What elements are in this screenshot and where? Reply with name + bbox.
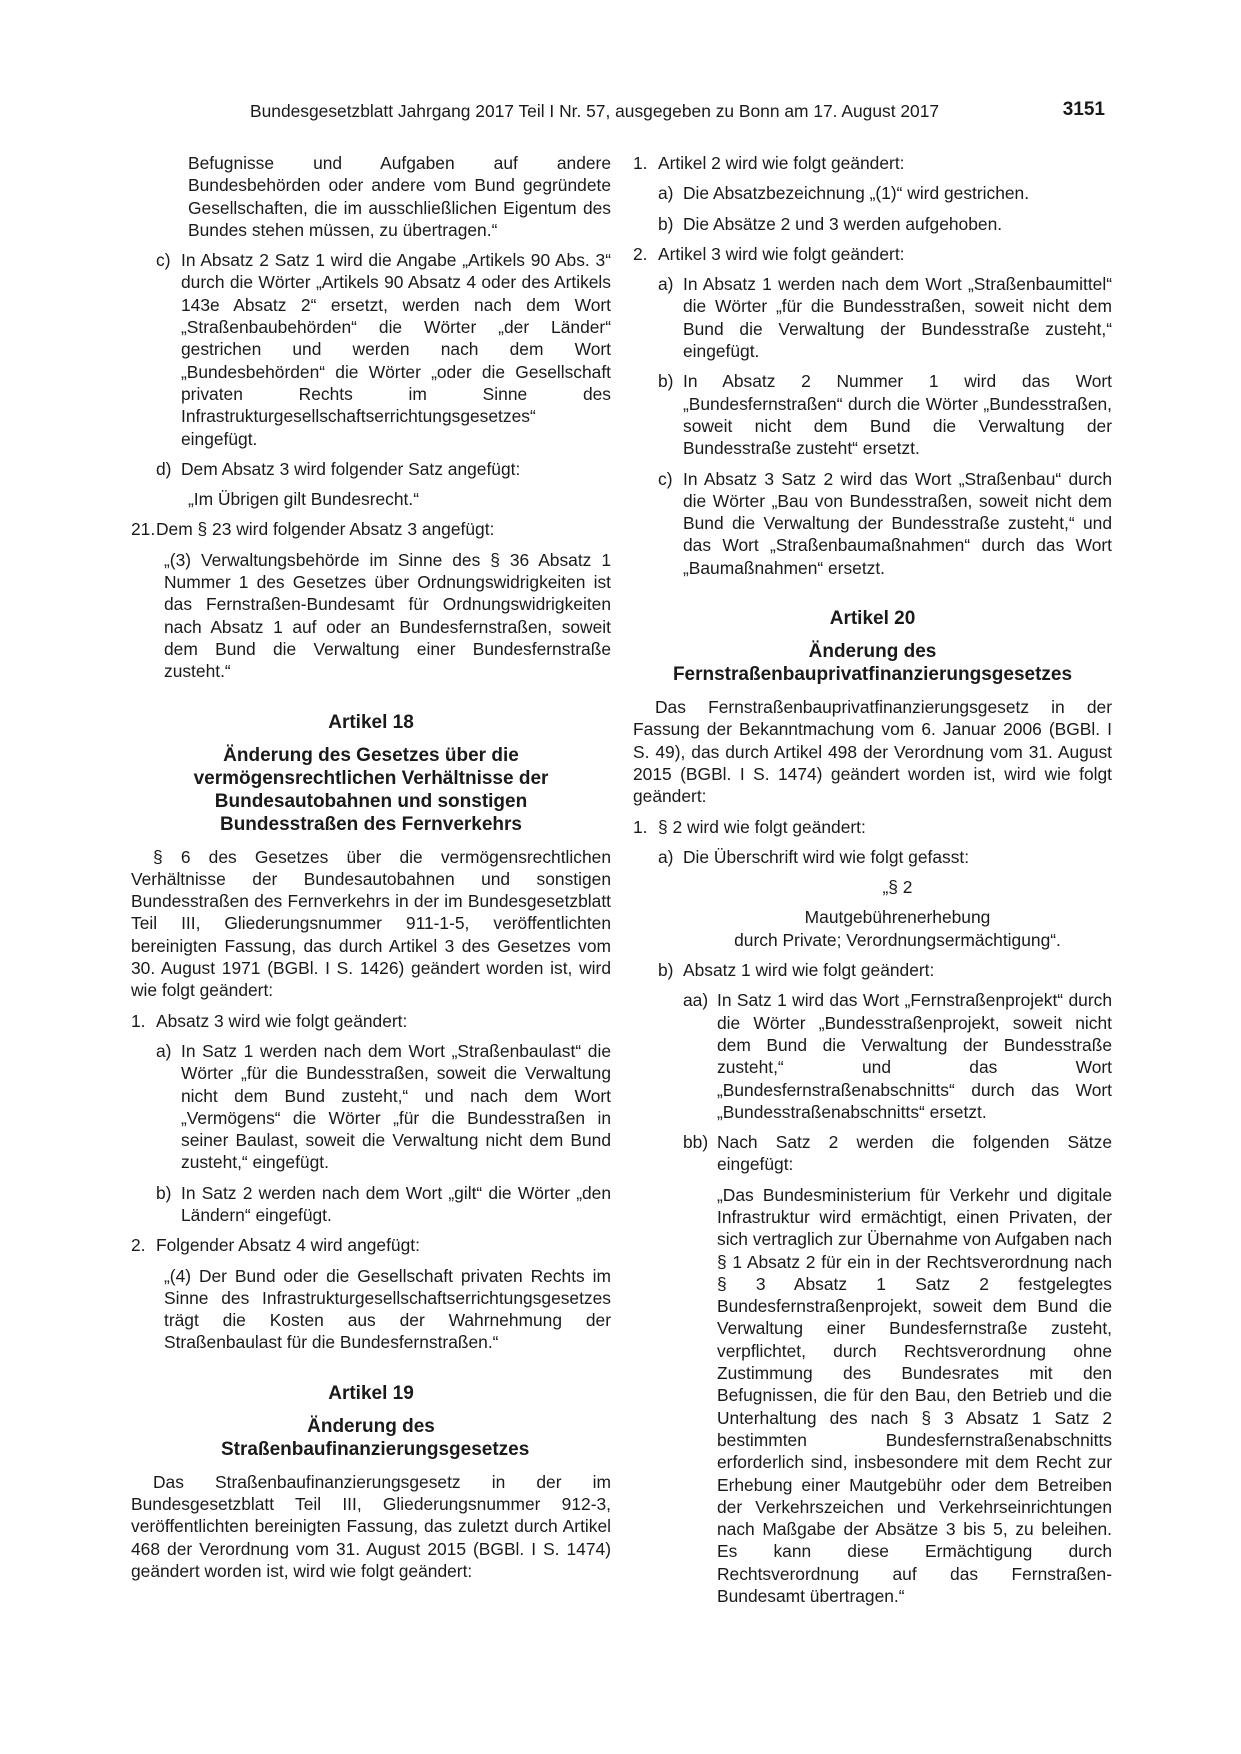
list-text: In Absatz 2 Nummer 1 wird das Wort „Bundesfernstraßen“ durch die Wörter „Bundesstraßen, soweit nicht dem Bund die Verwaltung der Bundesstraße zusteht“ ersetzt. bbox=[683, 371, 1112, 459]
list-label: a) bbox=[156, 1040, 172, 1061]
list-text: Absatz 1 wird wie folgt geändert: bbox=[683, 960, 935, 981]
list-text: In Satz 2 werden nach dem Wort „gilt“ die Wörter „den Ländern“ eingefügt. bbox=[181, 1182, 611, 1225]
quote-text: „Im Übrigen gilt Bundesrecht.“ bbox=[188, 489, 420, 510]
article-19-intro: Das Straßenbaufinanzierungsgesetz in der im Bundesgesetzblatt Teil III, Gliederungsnummer 912-3, veröffentlichten bereinigten Fassung, das zuletzt durch Artikel 468 der Verordnung vom 31. August 2015 (BGBl. I S. 1474) geändert worden ist, wird wie folgt geändert: bbox=[131, 1471, 611, 1581]
article-20-title: Artikel 20 bbox=[829, 608, 916, 630]
article-20-heading: Änderung des Fernstraßenbauprivatfinanzierungsgesetzes bbox=[672, 641, 1073, 686]
list-text: Die Absatzbezeichnung „(1)“ wird gestrichen. bbox=[683, 183, 1030, 204]
article-18-intro: § 6 des Gesetzes über die vermögensrechtlichen Verhältnisse der Bundesautobahnen und sonstigen Bundesstraßen des Fernverkehrs in der im Bundesgesetzblatt Teil III, Gliederungsnummer 911-1-5, veröffentlichten bereinigten Fassung, das durch Artikel 3 des Gesetzes vom 30. August 1971 (BGBl. I S. 1426) geändert worden ist, wird wie folgt geändert: bbox=[131, 846, 611, 1001]
list-label: b) bbox=[658, 213, 674, 234]
right-column bbox=[633, 152, 1112, 1607]
list-item-d bbox=[156, 458, 611, 480]
list-label: 2. bbox=[633, 243, 648, 264]
list-item-b bbox=[658, 213, 1112, 235]
list-text: In Absatz 3 Satz 2 wird das Wort „Straßenbau“ durch die Wörter „Bau von Bundesstraßen, soweit nicht dem Bund die Verwaltung der Bundesstraße zusteht,“ und das Wort „Straßenbaumaßnahmen“ durch das Wort „Baumaßnahmen“ ersetzt. bbox=[683, 468, 1112, 578]
list-item-a bbox=[658, 846, 1112, 868]
list-item-aa bbox=[683, 989, 1112, 1123]
list-label: 2. bbox=[131, 1235, 146, 1256]
quote-text: „(4) Der Bund oder die Gesellschaft privaten Rechts im Sinne des Infrastrukturgesellschaftserrichtungsgesetzes trägt die Kosten aus der Wahrnehmung der Straßenbaulast für die Bundesfernstraßen.“ bbox=[164, 1265, 611, 1353]
list-text: Folgender Absatz 4 wird angefügt: bbox=[156, 1235, 420, 1256]
list-item-c bbox=[658, 468, 1112, 579]
list-label: a) bbox=[658, 183, 674, 204]
article-18-title: Artikel 18 bbox=[328, 711, 414, 733]
list-item-2 bbox=[633, 243, 1112, 265]
list-text: In Absatz 2 Satz 1 wird die Angabe „Artikels 90 Abs. 3“ durch die Wörter „Artikels 90 Absatz 4 oder des Artikels 143e Absatz 2“ ersetzt, werden nach dem Wort „Straßenbaubehörden“ die Wörter „der Länder“ gestrichen und werden nach dem Wort „Bundesbehörden“ die Wörter „oder die Gesellschaft privaten Rechts im Sinne des Infrastrukturgesellschaftserrichtungsgesetzes“ eingefügt. bbox=[181, 250, 611, 449]
list-text: In Satz 1 wird das Wort „Fernstraßenprojekt“ durch die Wörter „Bundesstraßenprojekt, soweit nicht dem Bund die Verwaltung der Bundesstraße zusteht,“ und das Wort „Bundesfernstraßenabschnitts“ durch das Wort „Bundesstraßenabschnitts“ ersetzt. bbox=[717, 990, 1112, 1122]
article-18-heading: Änderung des Gesetzes über die vermögensrechtlichen Verhältnisse der Bundesautobahnen und sonstigen Bundesstraßen des Fernverkehrs bbox=[193, 744, 549, 835]
list-label: d) bbox=[156, 458, 172, 479]
list-text: § 2 wird wie folgt geändert: bbox=[658, 816, 866, 837]
list-item-b bbox=[658, 959, 1112, 981]
article-19-heading: Änderung des Straßenbaufinanzierungsgesetzes bbox=[221, 1415, 530, 1460]
list-item-b bbox=[658, 370, 1112, 459]
list-item-bb bbox=[683, 1131, 1112, 1176]
article-19-title: Artikel 19 bbox=[328, 1382, 414, 1404]
list-text: Absatz 3 wird wie folgt geändert: bbox=[156, 1010, 408, 1031]
list-label: b) bbox=[658, 960, 674, 981]
list-label: 1. bbox=[633, 153, 648, 173]
left-column bbox=[131, 152, 611, 1582]
list-label: b) bbox=[156, 1182, 172, 1203]
list-item-a bbox=[658, 273, 1112, 362]
list-label: c) bbox=[156, 250, 171, 271]
list-item-c bbox=[156, 249, 611, 450]
quote-text: „Das Bundesministerium für Verkehr und digitale Infrastruktur wird ermächtigt, einen Privaten, der sich vertraglich zur Übernahme von Aufgaben nach § 1 Absatz 2 für ein in der Rechtsverordnung nach § 3 Absatz 1 Satz 2 festgelegtes Bundesfernstraßenprojekt, soweit dem Bund die Verwaltung einer Bundesfernstraße zusteht, verpflichtet, durch Rechtsverordnung ohne Zustimmung des Bundesrates mit den Befugnissen, die für den Bau, den Betrieb und die Unterhaltung des nach § 3 Absatz 1 Satz 2 bestimmten Bundesfernstraßenabschnitts erforderlich sind, insbesondere mit dem Recht zur Erhebung einer Mautgebühr oder dem Betreiben der Verkehrszeichen und Verkehrseinrichtungen nach Maßgabe der Absätze 3 bis 5, zu beleihen. Es kann diese Ermächtigung durch Rechtsverordnung auf das Fernstraßen-Bundesamt übertragen.“ bbox=[717, 1184, 1112, 1607]
list-item-a bbox=[156, 1040, 611, 1174]
list-label: a) bbox=[658, 846, 674, 867]
running-header: Bundesgesetzblatt Jahrgang 2017 Teil I Nr. 57, ausgegeben zu Bonn am 17. August 2017 bbox=[250, 101, 940, 121]
list-text: Dem Absatz 3 wird folgender Satz angefügt: bbox=[181, 458, 521, 479]
quoted-section-number: „§ 2 bbox=[882, 877, 913, 898]
list-label: a) bbox=[658, 274, 674, 295]
list-label: 21. bbox=[131, 519, 156, 540]
list-label: aa) bbox=[683, 990, 709, 1011]
list-item-2 bbox=[131, 1234, 611, 1256]
continued-item-b: Befugnisse und Aufgaben auf andere Bundesbehörden oder andere vom Bund gegründete Gesellschaften, die im ausschließlichen Eigentum des Bundes stehen müssen, zu übertragen.“ bbox=[188, 153, 611, 240]
list-text: Die Überschrift wird wie folgt gefasst: bbox=[683, 846, 970, 867]
list-label: bb) bbox=[683, 1132, 709, 1153]
list-item-1 bbox=[633, 816, 1112, 838]
list-text: Artikel 2 wird wie folgt geändert: bbox=[658, 153, 905, 173]
list-text: In Satz 1 werden nach dem Wort „Straßenbaulast“ die Wörter „für die Bundesstraßen, soweit die Verwaltung nicht dem Bund zusteht,“ und nach dem Wort „Vermögens“ die Wörter „für die Bundesstraßen in seiner Baulast, soweit die Verwaltung nicht dem Bund zusteht,“ eingefügt. bbox=[181, 1040, 611, 1173]
quote-text: „(3) Verwaltungsbehörde im Sinne des § 36 Absatz 1 Nummer 1 des Gesetzes über Ordnungswidrigkeiten ist das Fernstraßen-Bundesamt für Ordnungswidrigkeiten nach Absatz 1 auf oder an Bundesfernstraßen, soweit dem Bund die Verwaltung einer Bundesfernstraße zusteht.“ bbox=[164, 549, 611, 682]
article-20-intro: Das Fernstraßenbauprivatfinanzierungsgesetz in der Fassung der Bekanntmachung vom 6. Januar 2006 (BGBl. I S. 49), das durch Artikel 498 der Verordnung vom 31. August 2015 (BGBl. I S. 1474) geändert worden ist, wird wie folgt geändert: bbox=[633, 697, 1112, 807]
list-text: Dem § 23 wird folgender Absatz 3 angefügt: bbox=[156, 519, 495, 540]
list-label: b) bbox=[658, 371, 674, 392]
list-text: Artikel 3 wird wie folgt geändert: bbox=[658, 243, 905, 264]
list-text: Die Absätze 2 und 3 werden aufgehoben. bbox=[683, 213, 1003, 234]
page-header bbox=[0, 100, 1241, 126]
page-number: 3151 bbox=[1062, 99, 1105, 120]
list-label: c) bbox=[658, 468, 673, 489]
list-label: 1. bbox=[633, 816, 648, 837]
list-text: In Absatz 1 werden nach dem Wort „Straßenbaumittel“ die Wörter „für die Bundesstraßen, soweit nicht dem Bund die Verwaltung der Bundesstraße zusteht,“ eingefügt. bbox=[683, 274, 1112, 362]
quoted-section-title: durch Private; Verordnungsermächtigung“. bbox=[734, 929, 1061, 950]
list-item-b bbox=[156, 1182, 611, 1227]
list-item-a bbox=[658, 182, 1112, 204]
list-item-1 bbox=[131, 1010, 611, 1032]
list-text: Nach Satz 2 werden die folgenden Sätze eingefügt: bbox=[717, 1132, 1112, 1175]
list-item-1 bbox=[633, 152, 1112, 174]
list-label: 1. bbox=[131, 1010, 146, 1031]
list-item-21 bbox=[131, 518, 611, 540]
quoted-section-title: Mautgebührenerhebung bbox=[804, 907, 991, 928]
